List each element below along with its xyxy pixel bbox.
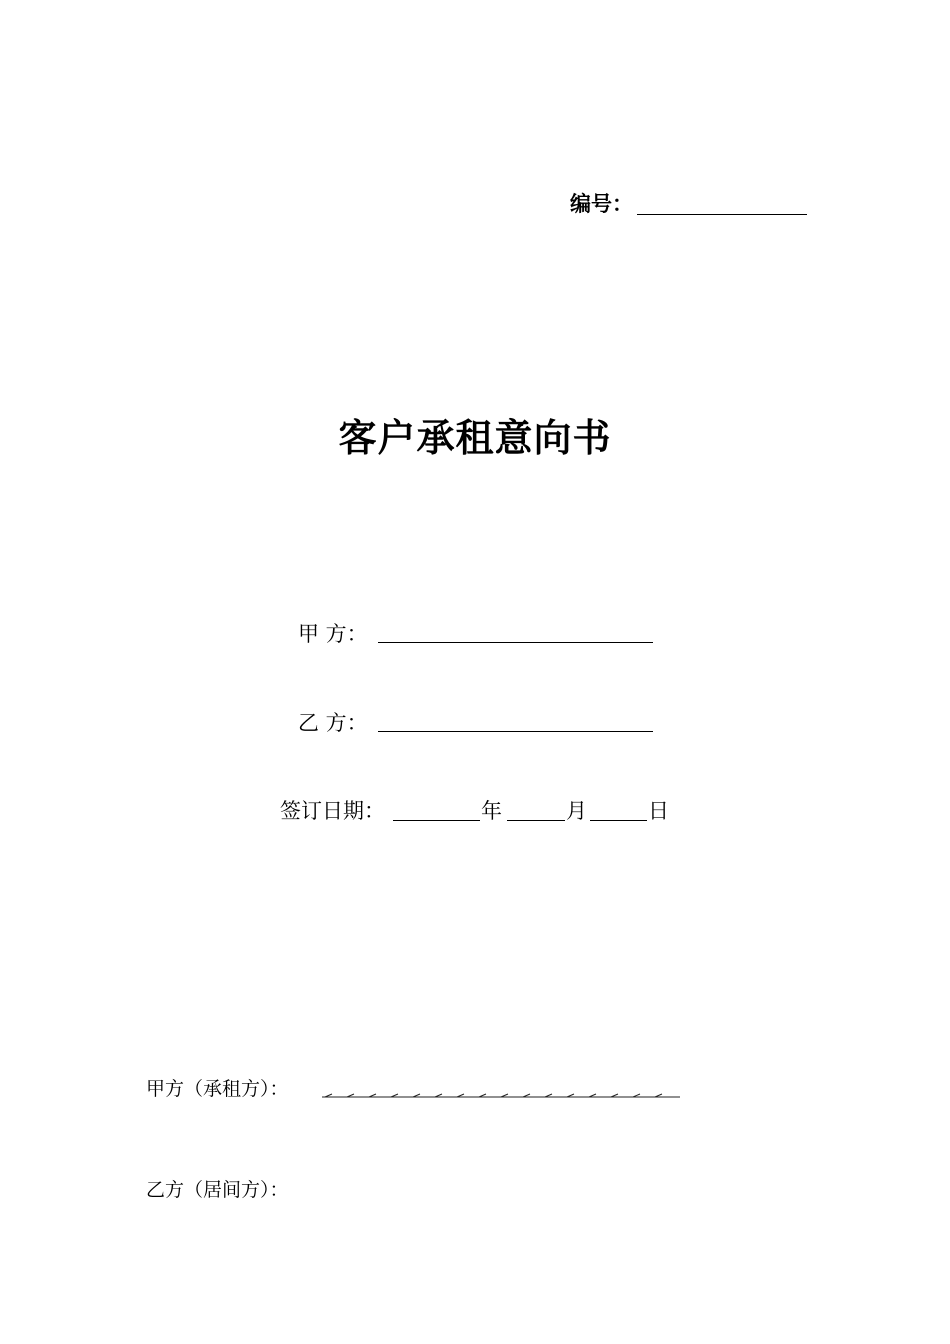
- document-title: 客户承租意向书: [338, 416, 612, 460]
- party-b-blank: [378, 731, 653, 732]
- sign-month-label: 月: [566, 799, 587, 823]
- sign-month-blank: [507, 820, 565, 821]
- sign-day-blank: [590, 820, 647, 821]
- party-b-label: 乙 方：: [298, 711, 368, 735]
- party-a-label: 甲 方：: [298, 622, 368, 646]
- serial-number-label: 编号：: [570, 192, 633, 216]
- sign-year-blank: [393, 820, 480, 821]
- lessee-label: 甲方（承租方）：: [146, 1078, 289, 1100]
- lessee-fill-blank: [322, 1092, 682, 1100]
- sign-date-label: 签订日期：: [280, 799, 385, 823]
- party-a-blank: [378, 642, 653, 643]
- serial-number-blank: [637, 214, 807, 215]
- sign-day-label: 日: [648, 799, 669, 823]
- broker-label: 乙方（居间方）：: [146, 1179, 289, 1201]
- sign-year-label: 年: [481, 799, 502, 823]
